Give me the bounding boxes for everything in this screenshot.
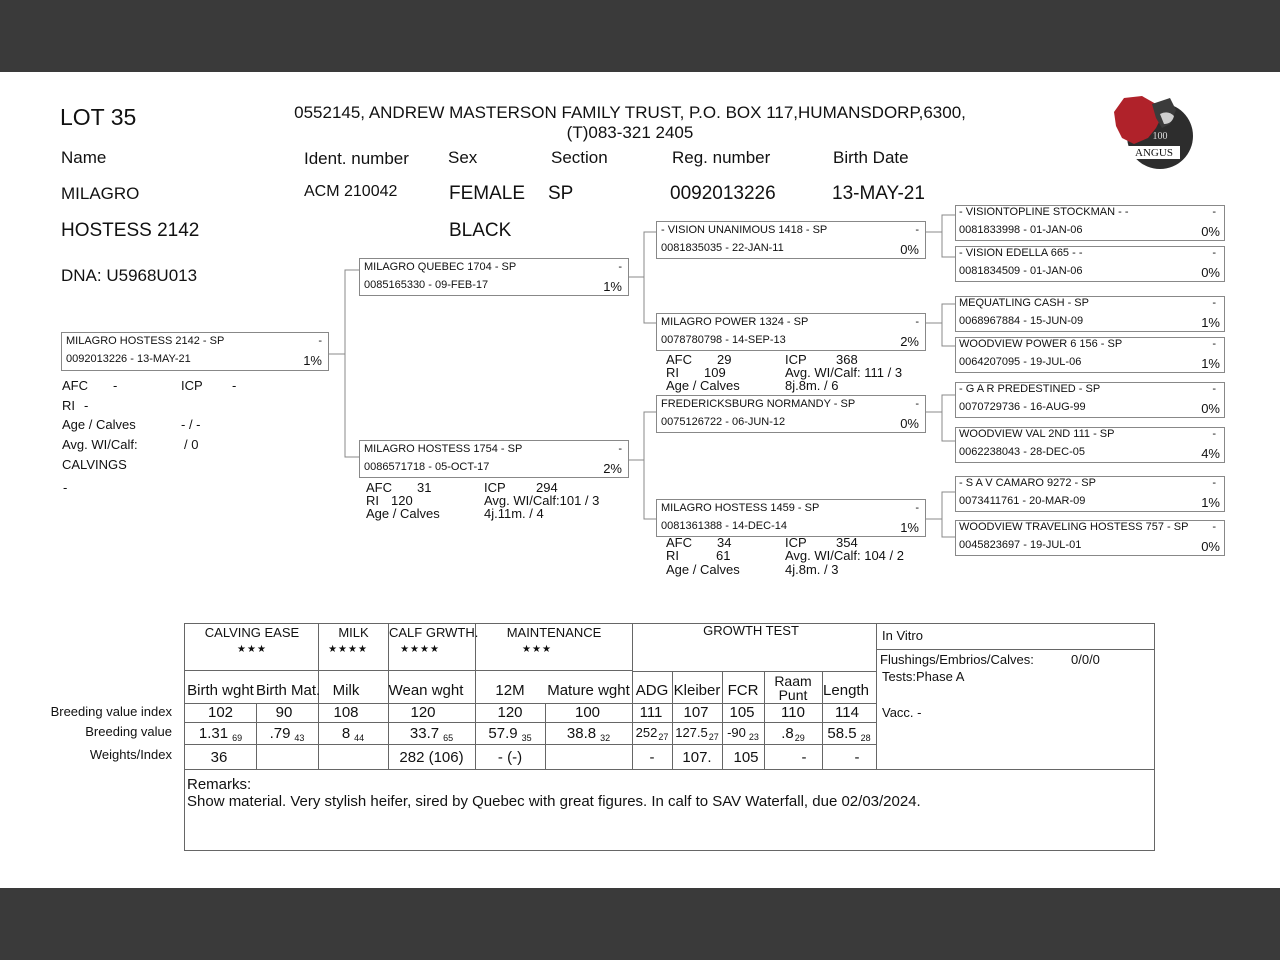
animal-name-2: HOSTESS 2142 [61,220,200,241]
self-dash: - [318,335,322,347]
bv-milk: 8 $_{44}$ [341,725,365,743]
ds-name: FREDERICKSBURG NORMANDY - SP [661,398,856,410]
animal-sex: FEMALE [449,183,526,204]
gg-8-name: WOODVIEW TRAVELING HOSTESS 757 - SP [959,521,1189,533]
self-calvings-value: - [63,480,68,495]
dam-afc-value: 31 [417,480,432,495]
breeder-line-1: 0552145, ANDREW MASTERSON FAMILY TRUST, P.O. BOX 117,HUMANSDORP,6300, [294,103,966,122]
dd-afc-value: 34 [717,535,732,550]
dd-dash: - [915,502,919,514]
bv-fcr: -90 $_{23}$ [727,725,759,742]
animal-name-1: MILAGRO [61,184,140,203]
dd-age-label: Age / Calves [666,562,740,577]
sire-dash: - [618,261,622,273]
remarks-text: Show material. Very stylish heifer, sired by Quebec with great figures. In calf to SAV Waterfall, due 02/03/2024. [187,793,921,810]
gg-7-dash: - [1212,477,1216,489]
wi-length: - [854,749,860,766]
animal-color: BLACK [449,220,512,241]
col-wean-wght: Wean wght [388,682,464,699]
wi-raam-punt: - [801,749,807,766]
dd-name: MILAGRO HOSTESS 1459 - SP [661,502,820,514]
group-calving-stars: ★★★ [237,644,267,655]
col-birth-mat: Birth Mat. [256,682,321,699]
header-sex: Sex [448,148,478,167]
gg-1-reg: 0081833998 - 01-JAN-06 [959,224,1083,236]
tests-label: Tests:Phase A [882,669,965,684]
gg-6-name: WOODVIEW VAL 2ND 111 - SP [959,428,1115,440]
gg-5-reg: 0070729736 - 16-AUG-99 [959,401,1086,413]
sd-reg: 0078780798 - 14-SEP-13 [661,334,786,346]
bvi-milk: 108 [333,704,359,721]
bv-adg: $252_{27}$ [635,725,669,742]
dam-ri-label: RI [366,493,379,508]
self-ri-label: RI [62,398,75,413]
col-adg: ADG [635,682,669,699]
bvi-kleiber: 107 [683,704,709,721]
self-age-value: - / - [181,417,201,432]
gg-1-pct: 0% [1201,224,1220,239]
self-icp-label: ICP [181,378,203,393]
self-age-label: Age / Calves [62,417,136,432]
in-vitro-label: In Vitro [882,628,923,643]
logo-text: ANGUS [1135,147,1173,159]
breeder-line-2: (T)083-321 2405 [566,123,694,142]
bv-kleiber: $127.5_{27}$ [675,725,719,742]
sd-wi: Avg. WI/Calf: 111 / 3 [785,365,903,380]
group-calf-stars: ★★★★ [400,644,440,655]
col-12m: 12M [495,682,525,699]
self-name: MILAGRO HOSTESS 2142 - SP [66,335,225,347]
dam-icp-value: 294 [536,480,558,495]
bottom-bar [0,888,1280,960]
gg-3-dash: - [1212,297,1216,309]
gg-7-reg: 0073411761 - 20-MAR-09 [959,495,1086,507]
animal-ident: ACM 210042 [304,183,398,200]
gg-4-dash: - [1212,338,1216,350]
ss-dash: - [915,224,919,236]
row-label-wi: Weights/Index [89,747,172,762]
sd-age-label: Age / Calves [666,378,740,393]
col-raam-punt: Raam Punt [774,673,812,703]
sire-pct: 1% [603,279,622,294]
gg-2-pct: 0% [1201,265,1220,280]
svg-text:100: 100 [1152,131,1168,142]
ds-dash: - [915,398,919,410]
dd-afc-label: AFC [666,535,692,550]
col-fcr: FCR [727,682,759,699]
header-section: Section [551,148,608,167]
dam-wi: Avg. WI/Calf:101 / 3 [484,493,600,508]
sd-icp-label: ICP [785,352,807,367]
dam-ri-value: 120 [391,493,413,508]
group-calf-growth: CALF GRWTH. [389,625,479,640]
col-length: Length [823,682,869,699]
self-pct: 1% [303,353,322,368]
gg-8-pct: 0% [1201,539,1220,554]
animal-birth: 13-MAY-21 [832,183,925,204]
ds-pct: 0% [900,416,919,431]
header-ident: Ident. number [304,149,409,168]
dam-icp-label: ICP [484,480,506,495]
group-maint-stars: ★★★ [522,644,552,655]
bv-wean-wght: 33.7 $_{65}$ [409,725,454,743]
gg-3-name: MEQUATLING CASH - SP [959,297,1089,309]
ss-name: - VISION UNANIMOUS 1418 - SP [661,224,828,236]
gg-4-name: WOODVIEW POWER 6 156 - SP [959,338,1123,350]
row-label-bv: Breeding value [85,724,172,739]
lot-number: LOT 35 [60,104,137,130]
wi-wean-wght: 282 (106) [399,749,464,766]
header-name: Name [61,148,107,167]
self-afc-value: - [113,378,118,393]
dd-icp-value: 354 [836,535,858,550]
animal-dna: DNA: U5968U013 [61,266,198,285]
bvi-length: 114 [835,704,859,721]
sd-ri-label: RI [666,365,679,380]
group-calving-ease: CALVING EASE [204,625,300,640]
ds-reg: 0075126722 - 06-JUN-12 [661,416,786,428]
pedigree-page [0,72,1280,888]
self-icp-value: - [232,378,237,393]
dd-reg: 0081361388 - 14-DEC-14 [661,520,787,532]
sd-dash: - [915,316,919,328]
sd-pct: 2% [900,334,919,349]
gg-8-dash: - [1212,521,1216,533]
gg-2-name: - VISION EDELLA 665 - - [959,247,1083,259]
bv-birth-mat: .79 $_{43}$ [269,725,305,743]
header-reg: Reg. number [672,148,771,167]
gg-7-pct: 1% [1201,495,1220,510]
wi-kleiber: 107. [682,749,712,766]
remarks-label: Remarks: [187,776,252,793]
bvi-wean-wght: 120 [410,704,436,721]
flushings-label: Flushings/Embrios/Calves: [880,652,1034,667]
gg-4-pct: 1% [1201,356,1220,371]
gg-5-pct: 0% [1201,401,1220,416]
self-wi-label: Avg. WI/Calf: [62,437,138,452]
gg-1-name: - VISIONTOPLINE STOCKMAN - - [959,206,1129,218]
self-afc-label: AFC [62,378,88,393]
bvi-raam-punt: 110 [781,704,805,721]
dd-wi: Avg. WI/Calf: 104 / 2 [785,548,904,563]
dam-afc-label: AFC [366,480,392,495]
group-milk: MILK [338,625,369,640]
gg-5-dash: - [1212,383,1216,395]
ss-reg: 0081835035 - 22-JAN-11 [661,242,784,254]
gg-6-pct: 4% [1201,446,1220,461]
gg-7-name: - S A V CAMARO 9272 - SP [959,477,1096,489]
animal-section: SP [548,183,574,204]
dam-age-label: Age / Calves [366,506,440,521]
dd-age-value: 4j.8m. / 3 [785,562,839,577]
dd-ri-value: 61 [716,548,731,563]
dd-pct: 1% [900,520,919,535]
bvi-adg: 111 [639,704,663,721]
gg-2-dash: - [1212,247,1216,259]
bv-birth-wght: 1.31 $_{69}$ [198,725,243,743]
sire-reg: 0085165330 - 09-FEB-17 [364,279,489,291]
wi-adg: - [649,749,655,766]
sd-ri-value: 109 [704,365,726,380]
sd-afc-value: 29 [717,352,732,367]
wi-fcr: 105 [733,749,759,766]
col-milk: Milk [332,682,360,699]
dd-ri-label: RI [666,548,679,563]
flushings-value: 0/0/0 [1071,652,1100,667]
col-kleiber: Kleiber [673,682,721,699]
dam-pct: 2% [603,461,622,476]
bvi-fcr: 105 [729,704,755,721]
bv-mature-wght: 38.8 $_{32}$ [566,725,611,743]
gg-5-name: - G A R PREDESTINED - SP [959,383,1101,395]
group-growth-test: GROWTH TEST [703,623,799,638]
sd-icp-value: 368 [836,352,858,367]
dam-name: MILAGRO HOSTESS 1754 - SP [364,443,523,455]
gg-2-reg: 0081834509 - 01-JAN-06 [959,265,1083,277]
self-ri-value: - [84,398,89,413]
gg-3-pct: 1% [1201,315,1220,330]
dd-icp-label: ICP [785,535,807,550]
gg-6-reg: 0062238043 - 28-DEC-05 [959,446,1085,458]
ss-pct: 0% [900,242,919,257]
self-reg: 0092013226 - 13-MAY-21 [66,353,191,365]
bvi-mature-wght: 100 [574,704,601,721]
wi-birth-wght: 36 [210,749,228,766]
vacc-label: Vacc. - [882,705,922,720]
bv-raam-punt: $.8_{29}$ [781,725,805,743]
gg-4-reg: 0064207095 - 19-JUL-06 [959,356,1082,368]
wi-12m: - (-) [497,749,523,766]
sd-afc-label: AFC [666,352,692,367]
header-birth: Birth Date [833,148,909,167]
col-mature-wght: Mature wght [547,682,630,699]
top-bar [0,0,1280,72]
self-calvings-label: CALVINGS [62,457,127,472]
bvi-birth-mat: 90 [275,704,293,721]
group-milk-stars: ★★★★ [328,644,368,655]
group-maintenance: MAINTENANCE [506,625,602,640]
dam-reg: 0086571718 - 05-OCT-17 [364,461,490,473]
row-label-bvi: Breeding value index [50,704,172,719]
gg-1-dash: - [1212,206,1216,218]
bv-length: 58.5 $_{28}$ [827,725,871,743]
gg-6-dash: - [1212,428,1216,440]
gg-8-reg: 0045823697 - 19-JUL-01 [959,539,1082,551]
sd-age-value: 8j.8m. / 6 [785,378,839,393]
sd-name: MILAGRO POWER 1324 - SP [661,316,809,328]
sire-name: MILAGRO QUEBEC 1704 - SP [364,261,517,273]
dam-dash: - [618,443,622,455]
self-wi-value: / 0 [184,437,199,452]
animal-reg: 0092013226 [670,183,776,204]
col-birth-wght: Birth wght [187,682,254,699]
dam-age-value: 4j.11m. / 4 [484,506,544,521]
gg-3-reg: 0068967884 - 15-JUN-09 [959,315,1084,327]
bvi-birth-wght: 102 [207,704,234,721]
bvi-12m: 120 [497,704,523,721]
bv-12m: 57.9 $_{35}$ [488,725,532,743]
